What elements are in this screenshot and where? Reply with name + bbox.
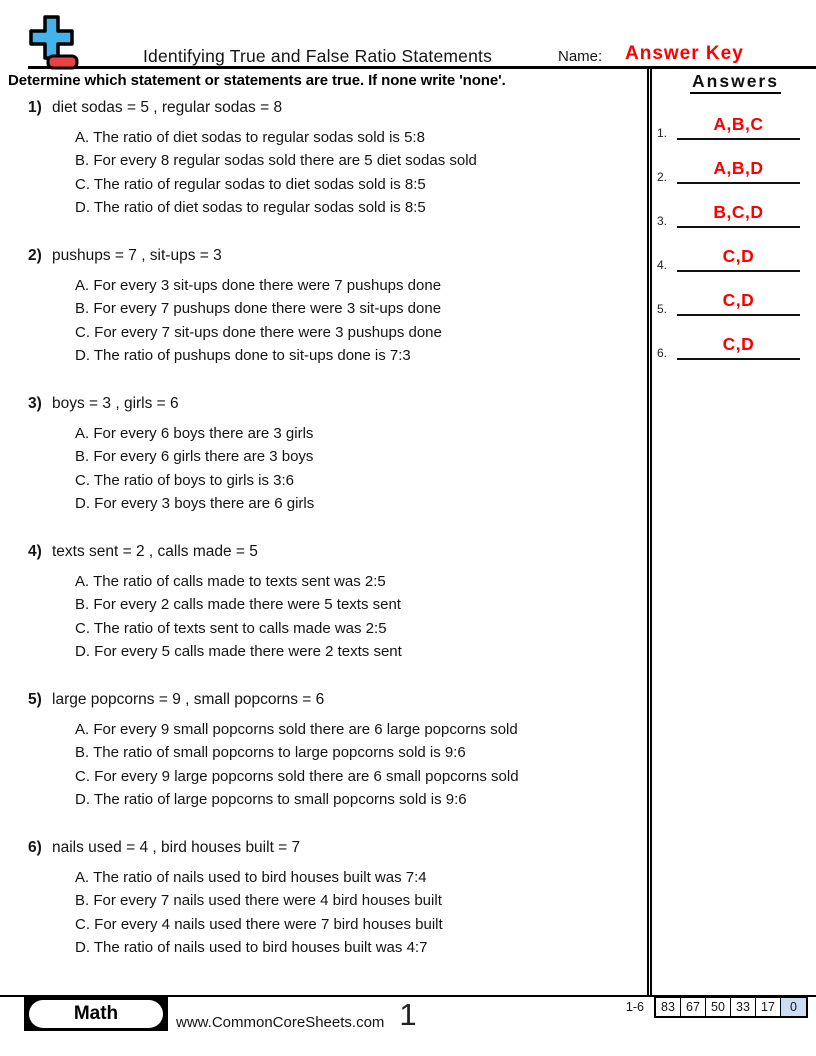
answer-value: C,D [722,246,755,266]
question-prompt: diet sodas = 5 , regular sodas = 8 [52,99,283,116]
question-prompt: large popcorns = 9 , small popcorns = 6 [52,691,325,708]
choice-d: D. The ratio of pushups done to sit-ups done is 7:3 [75,347,411,365]
answers-column-divider [647,68,652,995]
answer-blank-line [677,158,800,184]
answer-value: A,B,C [713,114,764,134]
answer-value: C,D [722,290,755,310]
choice-d: D. The ratio of large popcorns to small popcorns sold is 9:6 [75,791,467,809]
answer-number: 3. [657,214,668,228]
website-text: www.CommonCoreSheets.com [176,1014,385,1031]
choice-c: C. The ratio of regular sodas to diet sodas sold is 8:5 [75,175,426,193]
score-cell-highlighted: 0 [781,998,806,1016]
question-number: 1) [28,99,42,116]
choice-d: D. The ratio of nails used to bird houses built was 4:7 [75,939,428,957]
score-cell: 17 [756,998,781,1016]
answer-value: A,B,D [713,158,764,178]
question-1 [28,99,640,247]
choice-c: C. For every 9 large popcorns sold there are 6 small popcorns sold [75,767,519,785]
header-divider [28,66,816,69]
answer-blank-line [677,334,800,360]
question-prompt: boys = 3 , girls = 6 [52,395,179,412]
choice-c: C. For every 4 nails used there were 7 bird houses built [75,915,443,933]
choice-d: D. For every 3 boys there are 6 girls [75,495,315,513]
answer-row-2 [655,156,805,184]
page-title: Identifying True and False Ratio Statements [143,46,493,66]
score-range-label: 1-6 [625,1000,644,1014]
choice-a: A. For every 3 sit-ups done there were 7 pushups done [75,277,442,294]
plus-minus-logo-icon [24,14,80,72]
choice-b: B. For every 7 pushups done there were 3 sit-ups done [75,300,442,318]
page-number: 1 [399,997,417,1032]
score-cell: 50 [706,998,731,1016]
score-table [654,996,808,1018]
subject-badge-label: Math [73,1003,119,1024]
answer-number: 4. [657,258,668,272]
answer-row-1 [655,112,805,140]
choice-d: D. The ratio of diet sodas to regular sodas sold is 8:5 [75,199,426,217]
choice-a: A. The ratio of calls made to texts sent was 2:5 [75,573,386,590]
question-prompt-row [28,395,640,413]
answer-value: C,D [722,334,755,354]
questions-list [28,99,640,987]
choice-a: A. The ratio of diet sodas to regular sodas sold is 5:8 [75,129,425,146]
question-number: 4) [28,543,42,560]
question-prompt-row [28,839,640,857]
instructions-text: Determine which statement or statements are true. If none write 'none'. [8,72,506,89]
question-prompt-row [28,247,640,265]
choice-a: A. The ratio of nails used to bird houses built was 7:4 [75,869,427,886]
question-number: 5) [28,691,42,708]
answer-row-6 [655,332,805,360]
answer-blank-line [677,290,800,316]
question-prompt: pushups = 7 , sit-ups = 3 [52,247,222,264]
choice-b: B. The ratio of small popcorns to large popcorns sold is 9:6 [75,744,466,762]
question-number: 3) [28,395,42,412]
answer-blank-line [677,114,800,140]
answer-blank-line [677,246,800,272]
answer-blank-line [677,202,800,228]
choice-a: A. For every 9 small popcorns sold there are 6 large popcorns sold [75,721,518,738]
question-prompt-row [28,543,640,561]
answer-value: B,C,D [713,202,764,222]
answer-row-3 [655,200,805,228]
answers-heading [655,71,816,92]
choice-b: B. For every 7 nails used there were 4 bird houses built [75,892,442,910]
choice-c: C. The ratio of texts sent to calls made was 2:5 [75,619,387,637]
choice-c: C. For every 7 sit-ups done there were 3 pushups done [75,323,442,341]
name-label: Name: [558,48,603,65]
answer-key-label: Answer Key [625,43,744,64]
choice-a: A. For every 6 boys there are 3 girls [75,425,314,442]
question-2 [28,247,640,395]
question-6 [28,839,640,987]
answer-number: 1. [657,126,668,140]
question-number: 6) [28,839,42,856]
question-prompt-row [28,691,640,709]
score-cell: 83 [656,998,681,1016]
answer-row-5 [655,288,805,316]
question-prompt: nails used = 4 , bird houses built = 7 [52,839,301,856]
question-3 [28,395,640,543]
score-cell: 33 [731,998,756,1016]
choice-b: B. For every 2 calls made there were 5 texts sent [75,596,401,614]
choice-b: B. For every 8 regular sodas sold there are 5 diet sodas sold [75,152,477,170]
answer-number: 2. [657,170,668,184]
score-cell: 67 [681,998,706,1016]
answers-heading-text: Answers [690,71,781,94]
answer-number: 6. [657,346,668,360]
question-4 [28,543,640,691]
answer-row-4 [655,244,805,272]
question-number: 2) [28,247,42,264]
choice-c: C. The ratio of boys to girls is 3:6 [75,471,294,489]
question-5 [28,691,640,839]
choice-d: D. For every 5 calls made there were 2 texts sent [75,643,402,661]
choice-b: B. For every 6 girls there are 3 boys [75,448,314,466]
question-prompt-row [28,99,640,117]
answer-number: 5. [657,302,668,316]
question-prompt: texts sent = 2 , calls made = 5 [52,543,258,560]
